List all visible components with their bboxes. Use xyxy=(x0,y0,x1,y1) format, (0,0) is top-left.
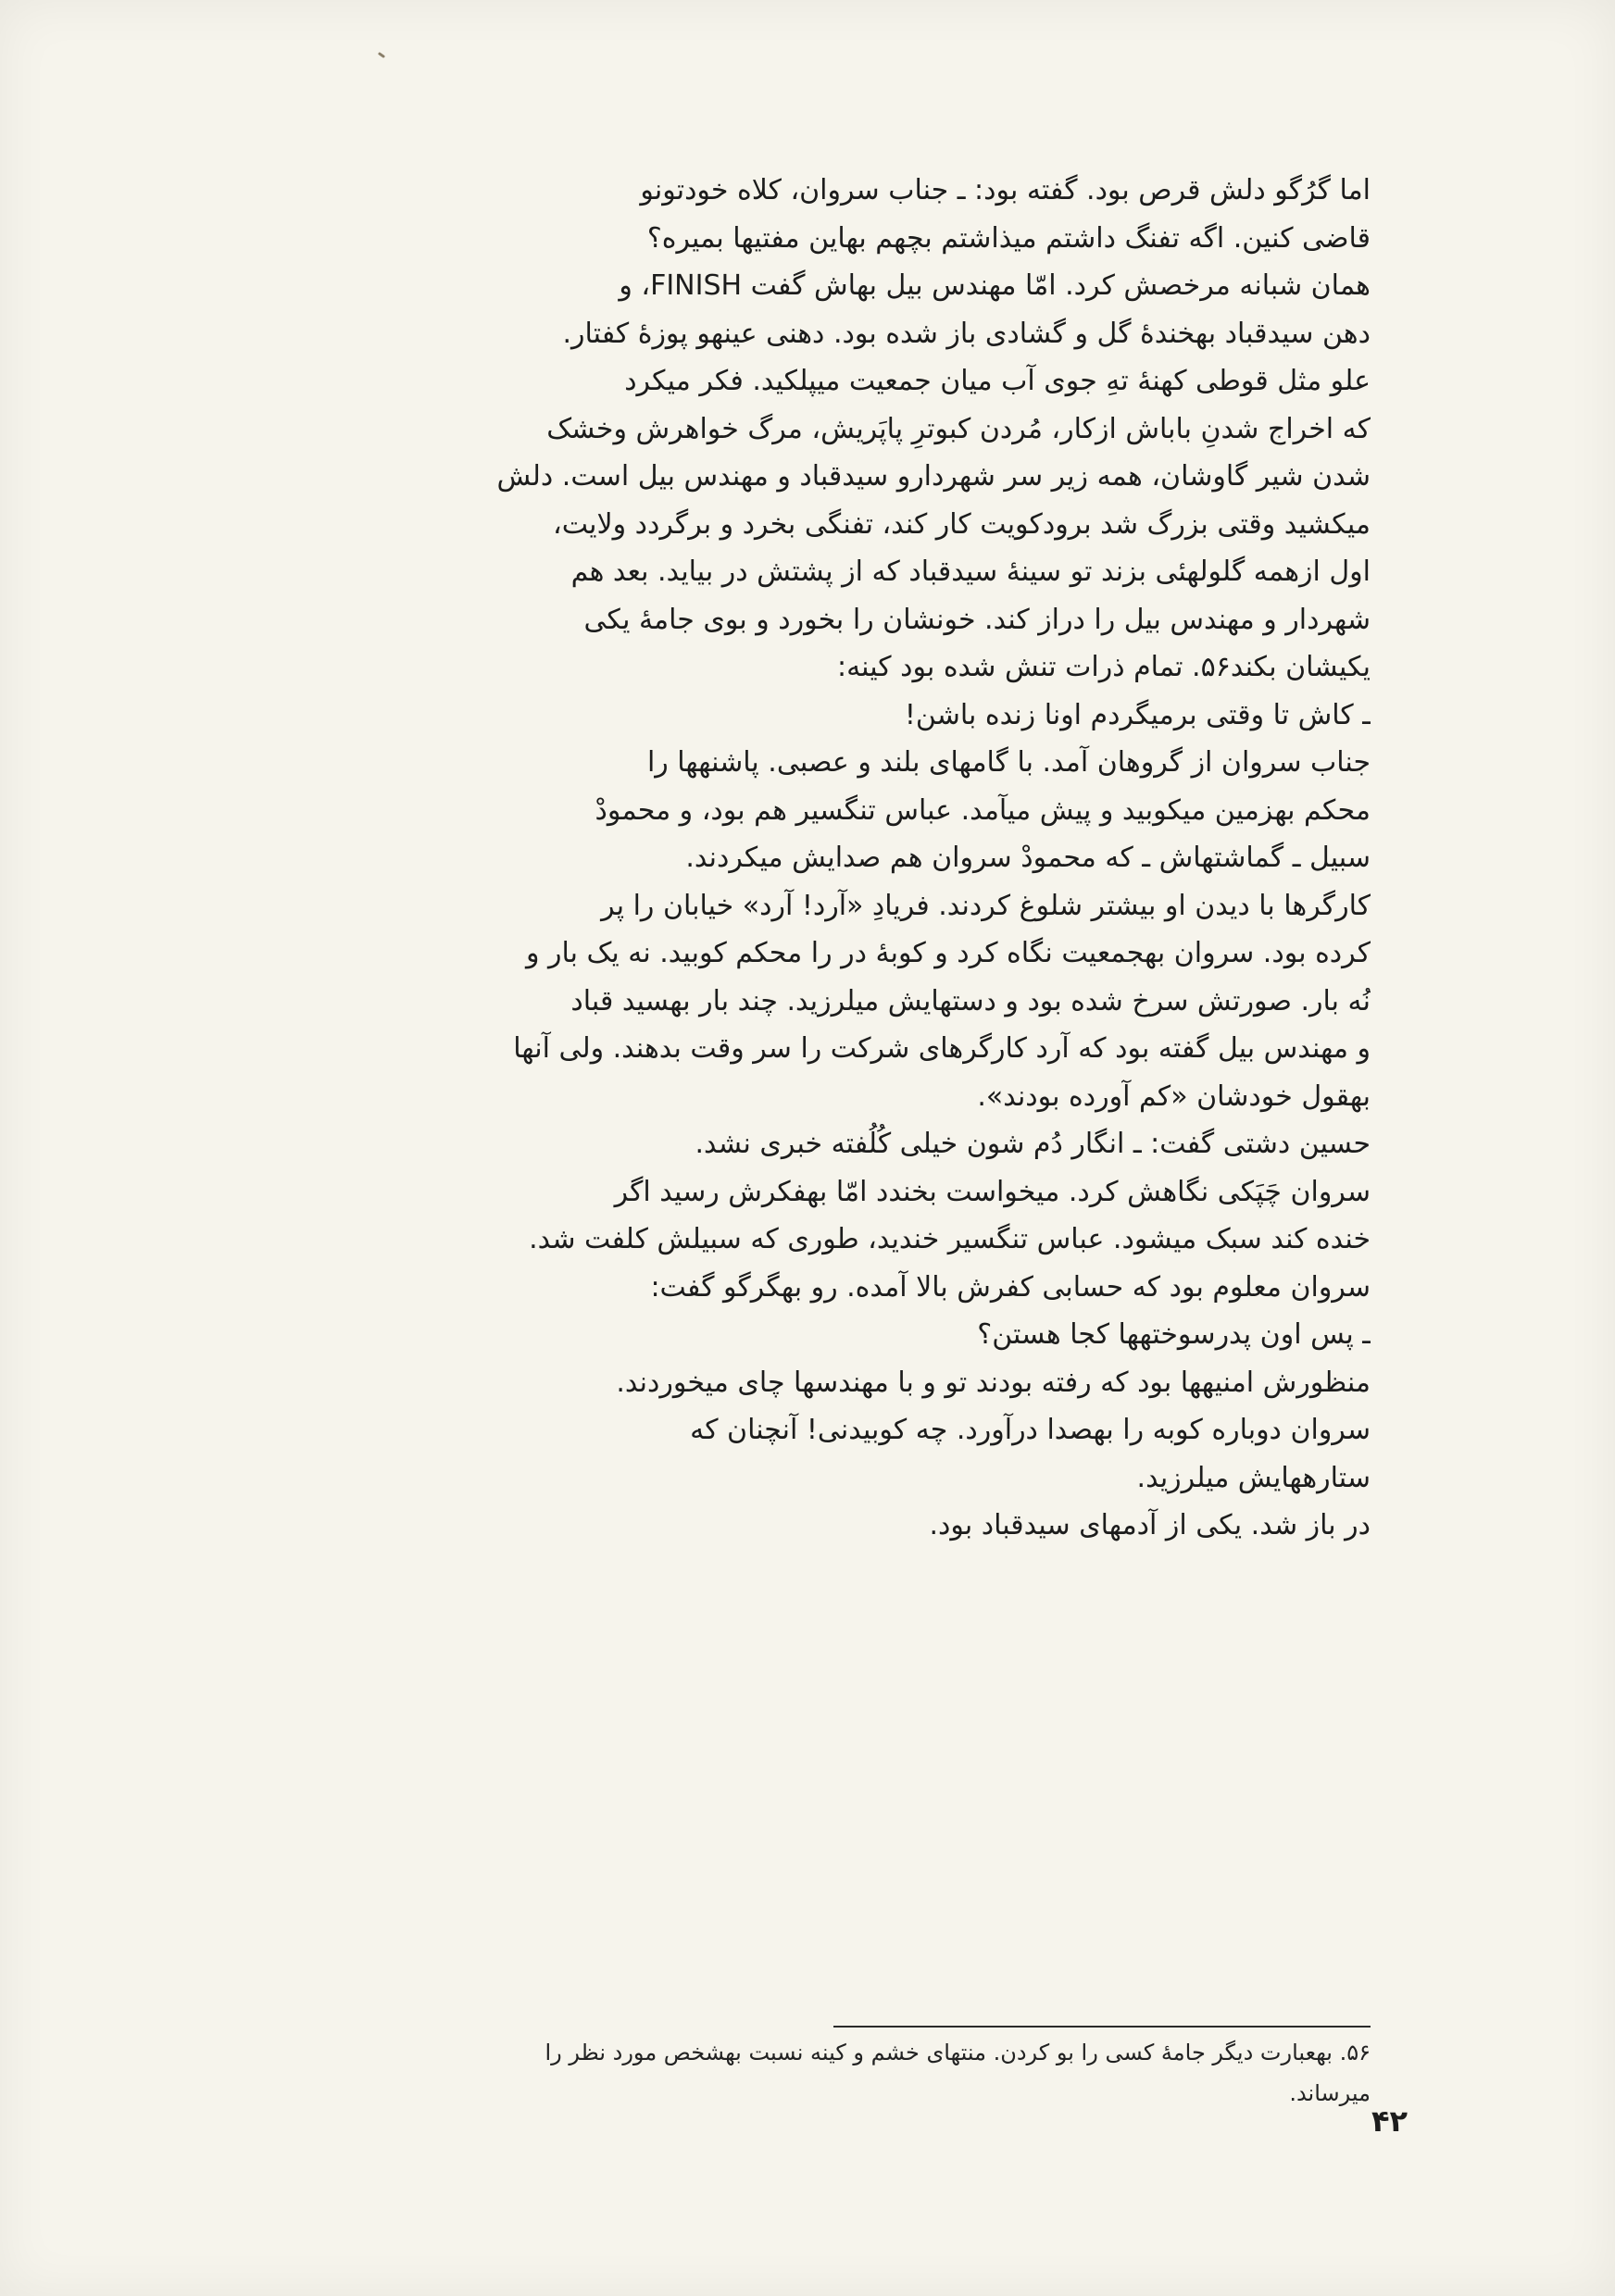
text-line-22: سروان چَپَکی نگاهش کرد. میخواست بخندد امّا بهفکرش رسید اگر xyxy=(614,1175,1371,1208)
footnote-line-1: ۵۶. بهعبارت دیگر جامهٔ کسی را بو کردن. منتهای خشم و کینه نسبت بهشخص مورد نظر را xyxy=(545,2040,1371,2065)
text-line-20: بهقول خودشان «کم آورده بودند». xyxy=(977,1079,1371,1113)
paper-mark xyxy=(378,52,385,58)
footnote-divider xyxy=(833,2026,1371,2028)
text-line-17: کرده بود. سروان بهجمعیت نگاه کرد و کوبهٔ در را محکم کوبید. نه یک بار و xyxy=(526,937,1371,969)
body-text xyxy=(269,167,1371,1550)
text-line-18: نُه بار. صورتش سرخ شده بود و دستهایش میلرزید. چند بار بهسید قباد xyxy=(570,984,1371,1017)
text-line-26: منظورش امنیهها بود که رفته بودند تو و با مهندسها چای میخوردند. xyxy=(616,1366,1371,1399)
text-line-28: ستارههایش میلرزید. xyxy=(1136,1461,1371,1494)
text-line-8: میکشید وقتی بزرگ شد برودکویت کار کند، تفنگی بخرد و برگردد ولایت، xyxy=(553,507,1371,541)
text-line-3: همان شبانه مرخصش کرد. امّا مهندس بیل بهاش گفت FINISH، و xyxy=(619,269,1371,302)
text-line-11: یکیشان بکند۵۶. تمام ذرات تنش شده بود کینه: xyxy=(836,651,1371,683)
text-line-25: ـ پس اون پدرسوختهها کجا هستن؟ xyxy=(977,1318,1371,1351)
text-line-12: ـ کاش تا وقتی برمیگردم اونا زنده باشن! xyxy=(904,698,1371,731)
text-line-23: خنده کند سبک میشود. عباس تنگسیر خندید، طوری که سبیلش کلفت شد. xyxy=(529,1223,1371,1255)
text-line-14: محکم بهزمین میکوبید و پیش میآمد. عباس تنگسیر هم بود، و محمودْ xyxy=(595,793,1371,827)
text-line-27: سروان دوباره کوبه را بهصدا درآورد. چه کوبیدنی! آنچنان که xyxy=(690,1414,1371,1446)
text-line-5: علو مثل قوطی کهنهٔ تهِ جوی آب میان جمعیت میپلکید. فکر میکرد xyxy=(624,365,1371,397)
text-line-21: حسین دشتی گفت: ـ انگار دُم شون خیلی کُلُفته خبری نشد. xyxy=(695,1128,1371,1160)
footnote-line-2: میرساند. xyxy=(1289,2080,1371,2106)
text-line-2: قاضی کنین. اگه تفنگ داشتم میذاشتم بچهم بهاین مفتیها بمیره؟ xyxy=(646,221,1371,255)
text-line-9: اول ازهمه گلولهئی بزند تو سینهٔ سیدقباد که از پشتش در بیاید. بعد هم xyxy=(570,555,1371,588)
footnote xyxy=(259,2032,1371,2114)
text-line-1: اما گرُگو دلش قرص بود. گفته بود: ـ جناب سروان، کلاه خودتونو xyxy=(640,174,1371,206)
text-line-10: شهردار و مهندس بیل را دراز کند. خونشان را بخورد و بوی جامهٔ یکی xyxy=(583,603,1371,636)
text-line-13: جناب سروان از گروهان آمد. با گامهای بلند و عصبی. پاشنهها را xyxy=(646,746,1371,779)
page-number: ۴۲ xyxy=(1371,2103,1408,2139)
text-line-29: در باز شد. یکی از آدمهای سیدقباد بود. xyxy=(929,1509,1371,1541)
text-line-7: شدن شیر گاوشان، همه زیر سر شهردارو سیدقباد و مهندس بیل است. دلش xyxy=(496,460,1371,493)
text-line-4: دهن سیدقباد بهخندهٔ گل و گشادی باز شده بود. دهنی عینهو پوزهٔ کفتار. xyxy=(562,317,1371,350)
text-line-19: و مهندس بیل گفته بود که آرد کارگرهای شرکت را سر وقت بدهند. ولی آنها xyxy=(513,1032,1371,1065)
text-line-6: که اخراج شدنِ باباش ازکار، مُردن کبوترِ پاپَریش، مرگ خواهرش وخشک xyxy=(546,412,1371,445)
text-line-24: سروان معلوم بود که حسابی کفرش بالا آمده. رو بهگرگو گفت: xyxy=(650,1270,1371,1304)
text-line-16: کارگرها با دیدن او بیشتر شلوغ کردند. فریادِ «آرد! آرد» خیابان را پر xyxy=(601,889,1371,922)
text-line-15: سبیل ـ گماشتهاش ـ که محمودْ سروان هم صدایش میکردند. xyxy=(685,842,1371,874)
